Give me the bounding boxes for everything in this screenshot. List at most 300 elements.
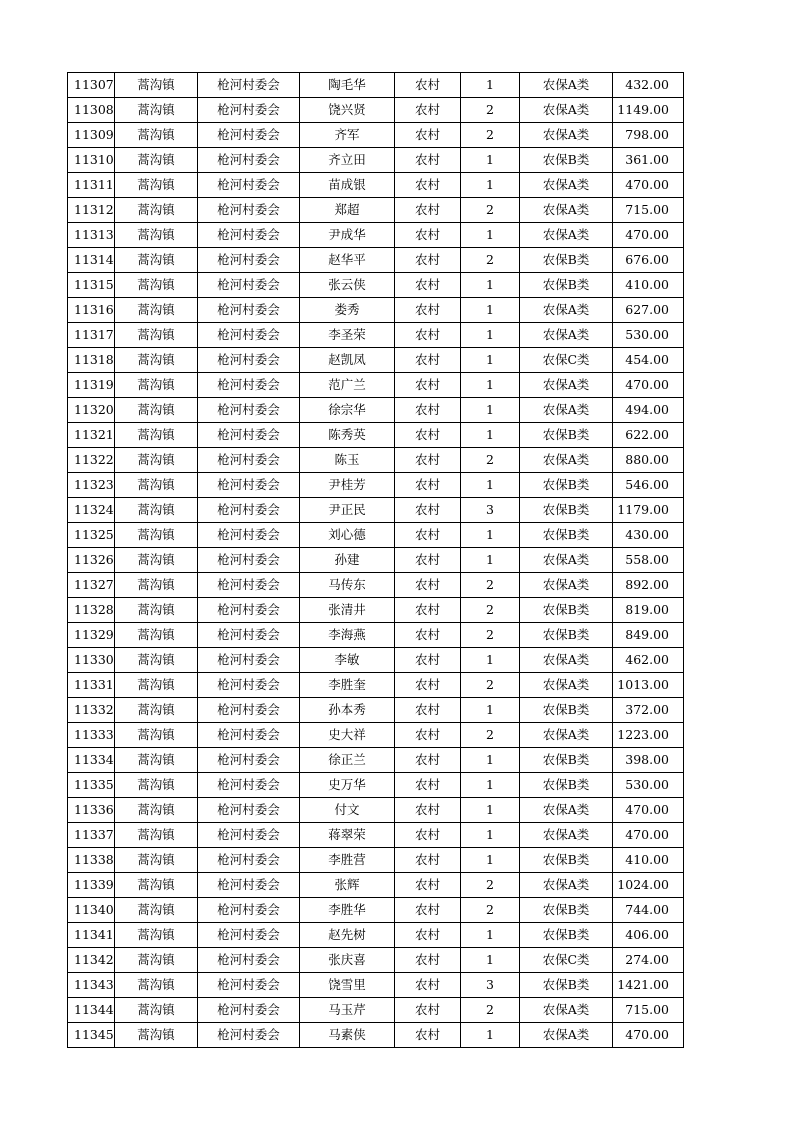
household-count-cell: 2 (461, 248, 520, 273)
town-cell: 蒿沟镇 (115, 548, 198, 573)
insurance-class-cell: 农保A类 (520, 998, 613, 1023)
table-row (68, 273, 684, 298)
table-row (68, 898, 684, 923)
town-cell: 蒿沟镇 (115, 898, 198, 923)
town-cell: 蒿沟镇 (115, 323, 198, 348)
insurance-class-cell: 农保B类 (520, 248, 613, 273)
amount-cell: 849.00 (613, 623, 684, 648)
village-committee-cell: 枪河村委会 (198, 548, 300, 573)
insurance-class-cell: 农保A类 (520, 73, 613, 98)
area-type-cell: 农村 (395, 623, 461, 648)
village-committee-cell: 枪河村委会 (198, 473, 300, 498)
person-name-cell: 张清井 (300, 598, 395, 623)
area-type-cell: 农村 (395, 898, 461, 923)
village-committee-cell: 枪河村委会 (198, 73, 300, 98)
household-count-cell: 1 (461, 473, 520, 498)
insurance-class-cell: 农保A类 (520, 1023, 613, 1048)
record-id-cell: 11333 (68, 723, 115, 748)
town-cell: 蒿沟镇 (115, 223, 198, 248)
village-committee-cell: 枪河村委会 (198, 223, 300, 248)
area-type-cell: 农村 (395, 673, 461, 698)
record-id-cell: 11320 (68, 398, 115, 423)
household-count-cell: 1 (461, 548, 520, 573)
town-cell: 蒿沟镇 (115, 298, 198, 323)
amount-cell: 715.00 (613, 998, 684, 1023)
record-id-cell: 11336 (68, 798, 115, 823)
household-count-cell: 1 (461, 748, 520, 773)
record-id-cell: 11343 (68, 973, 115, 998)
record-id-cell: 11335 (68, 773, 115, 798)
town-cell: 蒿沟镇 (115, 973, 198, 998)
town-cell: 蒿沟镇 (115, 448, 198, 473)
village-committee-cell: 枪河村委会 (198, 723, 300, 748)
area-type-cell: 农村 (395, 873, 461, 898)
insurance-class-cell: 农保A类 (520, 123, 613, 148)
person-name-cell: 孙本秀 (300, 698, 395, 723)
area-type-cell: 农村 (395, 248, 461, 273)
insurance-class-cell: 农保B类 (520, 498, 613, 523)
insurance-class-cell: 农保B类 (520, 273, 613, 298)
record-id-cell: 11307 (68, 73, 115, 98)
amount-cell: 470.00 (613, 173, 684, 198)
household-count-cell: 2 (461, 598, 520, 623)
town-cell: 蒿沟镇 (115, 873, 198, 898)
town-cell: 蒿沟镇 (115, 348, 198, 373)
town-cell: 蒿沟镇 (115, 473, 198, 498)
person-name-cell: 孙建 (300, 548, 395, 573)
town-cell: 蒿沟镇 (115, 498, 198, 523)
insurance-class-cell: 农保B类 (520, 423, 613, 448)
town-cell: 蒿沟镇 (115, 723, 198, 748)
amount-cell: 406.00 (613, 923, 684, 948)
area-type-cell: 农村 (395, 848, 461, 873)
record-id-cell: 11332 (68, 698, 115, 723)
record-id-cell: 11308 (68, 98, 115, 123)
table-row (68, 223, 684, 248)
person-name-cell: 饶兴贤 (300, 98, 395, 123)
village-committee-cell: 枪河村委会 (198, 973, 300, 998)
roster-table (67, 72, 684, 1048)
record-id-cell: 11309 (68, 123, 115, 148)
amount-cell: 798.00 (613, 123, 684, 148)
town-cell: 蒿沟镇 (115, 923, 198, 948)
record-id-cell: 11323 (68, 473, 115, 498)
area-type-cell: 农村 (395, 998, 461, 1023)
area-type-cell: 农村 (395, 148, 461, 173)
record-id-cell: 11311 (68, 173, 115, 198)
household-count-cell: 2 (461, 998, 520, 1023)
person-name-cell: 娄秀 (300, 298, 395, 323)
table-row (68, 748, 684, 773)
amount-cell: 432.00 (613, 73, 684, 98)
record-id-cell: 11329 (68, 623, 115, 648)
area-type-cell: 农村 (395, 98, 461, 123)
insurance-class-cell: 农保C类 (520, 348, 613, 373)
insurance-class-cell: 农保A类 (520, 648, 613, 673)
table-row (68, 248, 684, 273)
village-committee-cell: 枪河村委会 (198, 648, 300, 673)
person-name-cell: 马传东 (300, 573, 395, 598)
table-row (68, 648, 684, 673)
record-id-cell: 11342 (68, 948, 115, 973)
area-type-cell: 农村 (395, 348, 461, 373)
household-count-cell: 1 (461, 173, 520, 198)
area-type-cell: 农村 (395, 273, 461, 298)
insurance-class-cell: 农保A类 (520, 323, 613, 348)
record-id-cell: 11321 (68, 423, 115, 448)
amount-cell: 627.00 (613, 298, 684, 323)
insurance-class-cell: 农保B类 (520, 523, 613, 548)
amount-cell: 470.00 (613, 223, 684, 248)
record-id-cell: 11312 (68, 198, 115, 223)
area-type-cell: 农村 (395, 598, 461, 623)
insurance-class-cell: 农保A类 (520, 723, 613, 748)
village-committee-cell: 枪河村委会 (198, 173, 300, 198)
area-type-cell: 农村 (395, 548, 461, 573)
insurance-class-cell: 农保A类 (520, 823, 613, 848)
record-id-cell: 11344 (68, 998, 115, 1023)
amount-cell: 494.00 (613, 398, 684, 423)
village-committee-cell: 枪河村委会 (198, 498, 300, 523)
table-row (68, 623, 684, 648)
insurance-class-cell: 农保A类 (520, 173, 613, 198)
table-row (68, 148, 684, 173)
record-id-cell: 11317 (68, 323, 115, 348)
record-id-cell: 11339 (68, 873, 115, 898)
record-id-cell: 11326 (68, 548, 115, 573)
area-type-cell: 农村 (395, 948, 461, 973)
insurance-class-cell: 农保A类 (520, 373, 613, 398)
village-committee-cell: 枪河村委会 (198, 373, 300, 398)
household-count-cell: 2 (461, 623, 520, 648)
insurance-class-cell: 农保A类 (520, 223, 613, 248)
town-cell: 蒿沟镇 (115, 98, 198, 123)
person-name-cell: 马素侠 (300, 1023, 395, 1048)
town-cell: 蒿沟镇 (115, 273, 198, 298)
amount-cell: 1013.00 (613, 673, 684, 698)
amount-cell: 398.00 (613, 748, 684, 773)
insurance-class-cell: 农保A类 (520, 298, 613, 323)
insurance-class-cell: 农保A类 (520, 198, 613, 223)
insurance-class-cell: 农保A类 (520, 398, 613, 423)
person-name-cell: 饶雪里 (300, 973, 395, 998)
person-name-cell: 张庆喜 (300, 948, 395, 973)
area-type-cell: 农村 (395, 523, 461, 548)
village-committee-cell: 枪河村委会 (198, 348, 300, 373)
insurance-class-cell: 农保A类 (520, 873, 613, 898)
household-count-cell: 1 (461, 798, 520, 823)
village-committee-cell: 枪河村委会 (198, 823, 300, 848)
village-committee-cell: 枪河村委会 (198, 1023, 300, 1048)
amount-cell: 274.00 (613, 948, 684, 973)
person-name-cell: 蒋翠荣 (300, 823, 395, 848)
town-cell: 蒿沟镇 (115, 823, 198, 848)
amount-cell: 454.00 (613, 348, 684, 373)
household-count-cell: 1 (461, 848, 520, 873)
town-cell: 蒿沟镇 (115, 773, 198, 798)
amount-cell: 1179.00 (613, 498, 684, 523)
town-cell: 蒿沟镇 (115, 623, 198, 648)
person-name-cell: 尹成华 (300, 223, 395, 248)
amount-cell: 410.00 (613, 273, 684, 298)
village-committee-cell: 枪河村委会 (198, 798, 300, 823)
household-count-cell: 1 (461, 273, 520, 298)
village-committee-cell: 枪河村委会 (198, 673, 300, 698)
village-committee-cell: 枪河村委会 (198, 273, 300, 298)
household-count-cell: 1 (461, 1023, 520, 1048)
amount-cell: 410.00 (613, 848, 684, 873)
village-committee-cell: 枪河村委会 (198, 523, 300, 548)
village-committee-cell: 枪河村委会 (198, 923, 300, 948)
record-id-cell: 11331 (68, 673, 115, 698)
town-cell: 蒿沟镇 (115, 523, 198, 548)
insurance-class-cell: 农保A类 (520, 673, 613, 698)
household-count-cell: 1 (461, 948, 520, 973)
insurance-class-cell: 农保A类 (520, 448, 613, 473)
insurance-class-cell: 农保B类 (520, 623, 613, 648)
household-count-cell: 1 (461, 148, 520, 173)
person-name-cell: 尹桂芳 (300, 473, 395, 498)
record-id-cell: 11319 (68, 373, 115, 398)
record-id-cell: 11340 (68, 898, 115, 923)
table-row (68, 398, 684, 423)
amount-cell: 744.00 (613, 898, 684, 923)
area-type-cell: 农村 (395, 73, 461, 98)
village-committee-cell: 枪河村委会 (198, 323, 300, 348)
amount-cell: 1024.00 (613, 873, 684, 898)
area-type-cell: 农村 (395, 1023, 461, 1048)
table-row (68, 198, 684, 223)
record-id-cell: 11310 (68, 148, 115, 173)
table-row (68, 1023, 684, 1048)
amount-cell: 530.00 (613, 323, 684, 348)
insurance-class-cell: 农保A类 (520, 573, 613, 598)
person-name-cell: 史大祥 (300, 723, 395, 748)
amount-cell: 470.00 (613, 373, 684, 398)
town-cell: 蒿沟镇 (115, 573, 198, 598)
village-committee-cell: 枪河村委会 (198, 98, 300, 123)
area-type-cell: 农村 (395, 223, 461, 248)
household-count-cell: 1 (461, 73, 520, 98)
person-name-cell: 赵先树 (300, 923, 395, 948)
amount-cell: 1149.00 (613, 98, 684, 123)
amount-cell: 676.00 (613, 248, 684, 273)
insurance-class-cell: 农保B类 (520, 773, 613, 798)
record-id-cell: 11318 (68, 348, 115, 373)
table-row (68, 698, 684, 723)
area-type-cell: 农村 (395, 473, 461, 498)
record-id-cell: 11337 (68, 823, 115, 848)
person-name-cell: 刘心德 (300, 523, 395, 548)
household-count-cell: 1 (461, 923, 520, 948)
village-committee-cell: 枪河村委会 (198, 698, 300, 723)
amount-cell: 361.00 (613, 148, 684, 173)
village-committee-cell: 枪河村委会 (198, 848, 300, 873)
table-row (68, 348, 684, 373)
household-count-cell: 1 (461, 398, 520, 423)
household-count-cell: 2 (461, 98, 520, 123)
person-name-cell: 范广兰 (300, 373, 395, 398)
village-committee-cell: 枪河村委会 (198, 148, 300, 173)
insurance-class-cell: 农保B类 (520, 973, 613, 998)
household-count-cell: 1 (461, 223, 520, 248)
town-cell: 蒿沟镇 (115, 73, 198, 98)
table-body (68, 73, 684, 1048)
amount-cell: 715.00 (613, 198, 684, 223)
town-cell: 蒿沟镇 (115, 648, 198, 673)
town-cell: 蒿沟镇 (115, 748, 198, 773)
person-name-cell: 陈秀英 (300, 423, 395, 448)
town-cell: 蒿沟镇 (115, 123, 198, 148)
area-type-cell: 农村 (395, 198, 461, 223)
table-row (68, 673, 684, 698)
household-count-cell: 1 (461, 698, 520, 723)
village-committee-cell: 枪河村委会 (198, 873, 300, 898)
village-committee-cell: 枪河村委会 (198, 773, 300, 798)
record-id-cell: 11322 (68, 448, 115, 473)
table-row (68, 323, 684, 348)
household-count-cell: 1 (461, 423, 520, 448)
area-type-cell: 农村 (395, 398, 461, 423)
table-row (68, 848, 684, 873)
village-committee-cell: 枪河村委会 (198, 298, 300, 323)
household-count-cell: 2 (461, 723, 520, 748)
household-count-cell: 1 (461, 323, 520, 348)
person-name-cell: 李圣荣 (300, 323, 395, 348)
area-type-cell: 农村 (395, 448, 461, 473)
town-cell: 蒿沟镇 (115, 848, 198, 873)
person-name-cell: 李敏 (300, 648, 395, 673)
person-name-cell: 付文 (300, 798, 395, 823)
insurance-class-cell: 农保B类 (520, 473, 613, 498)
area-type-cell: 农村 (395, 723, 461, 748)
area-type-cell: 农村 (395, 748, 461, 773)
person-name-cell: 徐宗华 (300, 398, 395, 423)
town-cell: 蒿沟镇 (115, 673, 198, 698)
person-name-cell: 苗成银 (300, 173, 395, 198)
village-committee-cell: 枪河村委会 (198, 123, 300, 148)
area-type-cell: 农村 (395, 423, 461, 448)
household-count-cell: 3 (461, 973, 520, 998)
table-row (68, 423, 684, 448)
village-committee-cell: 枪河村委会 (198, 948, 300, 973)
person-name-cell: 李海燕 (300, 623, 395, 648)
town-cell: 蒿沟镇 (115, 598, 198, 623)
amount-cell: 546.00 (613, 473, 684, 498)
town-cell: 蒿沟镇 (115, 423, 198, 448)
amount-cell: 880.00 (613, 448, 684, 473)
household-count-cell: 1 (461, 648, 520, 673)
amount-cell: 558.00 (613, 548, 684, 573)
area-type-cell: 农村 (395, 123, 461, 148)
amount-cell: 430.00 (613, 523, 684, 548)
amount-cell: 1421.00 (613, 973, 684, 998)
village-committee-cell: 枪河村委会 (198, 398, 300, 423)
town-cell: 蒿沟镇 (115, 198, 198, 223)
town-cell: 蒿沟镇 (115, 948, 198, 973)
person-name-cell: 齐军 (300, 123, 395, 148)
table-row (68, 873, 684, 898)
insurance-class-cell: 农保A类 (520, 798, 613, 823)
table-row (68, 973, 684, 998)
insurance-class-cell: 农保C类 (520, 948, 613, 973)
person-name-cell: 张云侠 (300, 273, 395, 298)
area-type-cell: 农村 (395, 823, 461, 848)
insurance-class-cell: 农保B类 (520, 698, 613, 723)
table-row (68, 373, 684, 398)
record-id-cell: 11334 (68, 748, 115, 773)
area-type-cell: 农村 (395, 373, 461, 398)
household-count-cell: 2 (461, 873, 520, 898)
table-row (68, 573, 684, 598)
record-id-cell: 11341 (68, 923, 115, 948)
person-name-cell: 赵华平 (300, 248, 395, 273)
village-committee-cell: 枪河村委会 (198, 748, 300, 773)
village-committee-cell: 枪河村委会 (198, 448, 300, 473)
insurance-class-cell: 农保B类 (520, 748, 613, 773)
person-name-cell: 马玉芹 (300, 998, 395, 1023)
town-cell: 蒿沟镇 (115, 398, 198, 423)
record-id-cell: 11327 (68, 573, 115, 598)
town-cell: 蒿沟镇 (115, 798, 198, 823)
village-committee-cell: 枪河村委会 (198, 573, 300, 598)
village-committee-cell: 枪河村委会 (198, 898, 300, 923)
amount-cell: 819.00 (613, 598, 684, 623)
table-row (68, 773, 684, 798)
record-id-cell: 11328 (68, 598, 115, 623)
village-committee-cell: 枪河村委会 (198, 598, 300, 623)
table-row (68, 523, 684, 548)
area-type-cell: 农村 (395, 773, 461, 798)
area-type-cell: 农村 (395, 173, 461, 198)
insurance-class-cell: 农保A类 (520, 98, 613, 123)
table-row (68, 823, 684, 848)
amount-cell: 892.00 (613, 573, 684, 598)
person-name-cell: 李胜营 (300, 848, 395, 873)
table-row (68, 173, 684, 198)
table-row (68, 498, 684, 523)
insurance-class-cell: 农保B类 (520, 598, 613, 623)
household-count-cell: 2 (461, 673, 520, 698)
table-row (68, 548, 684, 573)
area-type-cell: 农村 (395, 298, 461, 323)
table-row (68, 73, 684, 98)
household-count-cell: 3 (461, 498, 520, 523)
town-cell: 蒿沟镇 (115, 698, 198, 723)
person-name-cell: 张辉 (300, 873, 395, 898)
town-cell: 蒿沟镇 (115, 173, 198, 198)
amount-cell: 530.00 (613, 773, 684, 798)
area-type-cell: 农村 (395, 573, 461, 598)
table-row (68, 123, 684, 148)
record-id-cell: 11315 (68, 273, 115, 298)
insurance-class-cell: 农保B类 (520, 923, 613, 948)
amount-cell: 470.00 (613, 1023, 684, 1048)
village-committee-cell: 枪河村委会 (198, 623, 300, 648)
table-row (68, 923, 684, 948)
household-count-cell: 1 (461, 523, 520, 548)
record-id-cell: 11314 (68, 248, 115, 273)
table-row (68, 798, 684, 823)
amount-cell: 622.00 (613, 423, 684, 448)
household-count-cell: 2 (461, 123, 520, 148)
insurance-class-cell: 农保B类 (520, 848, 613, 873)
person-name-cell: 李胜奎 (300, 673, 395, 698)
person-name-cell: 齐立田 (300, 148, 395, 173)
area-type-cell: 农村 (395, 323, 461, 348)
town-cell: 蒿沟镇 (115, 998, 198, 1023)
household-count-cell: 1 (461, 773, 520, 798)
